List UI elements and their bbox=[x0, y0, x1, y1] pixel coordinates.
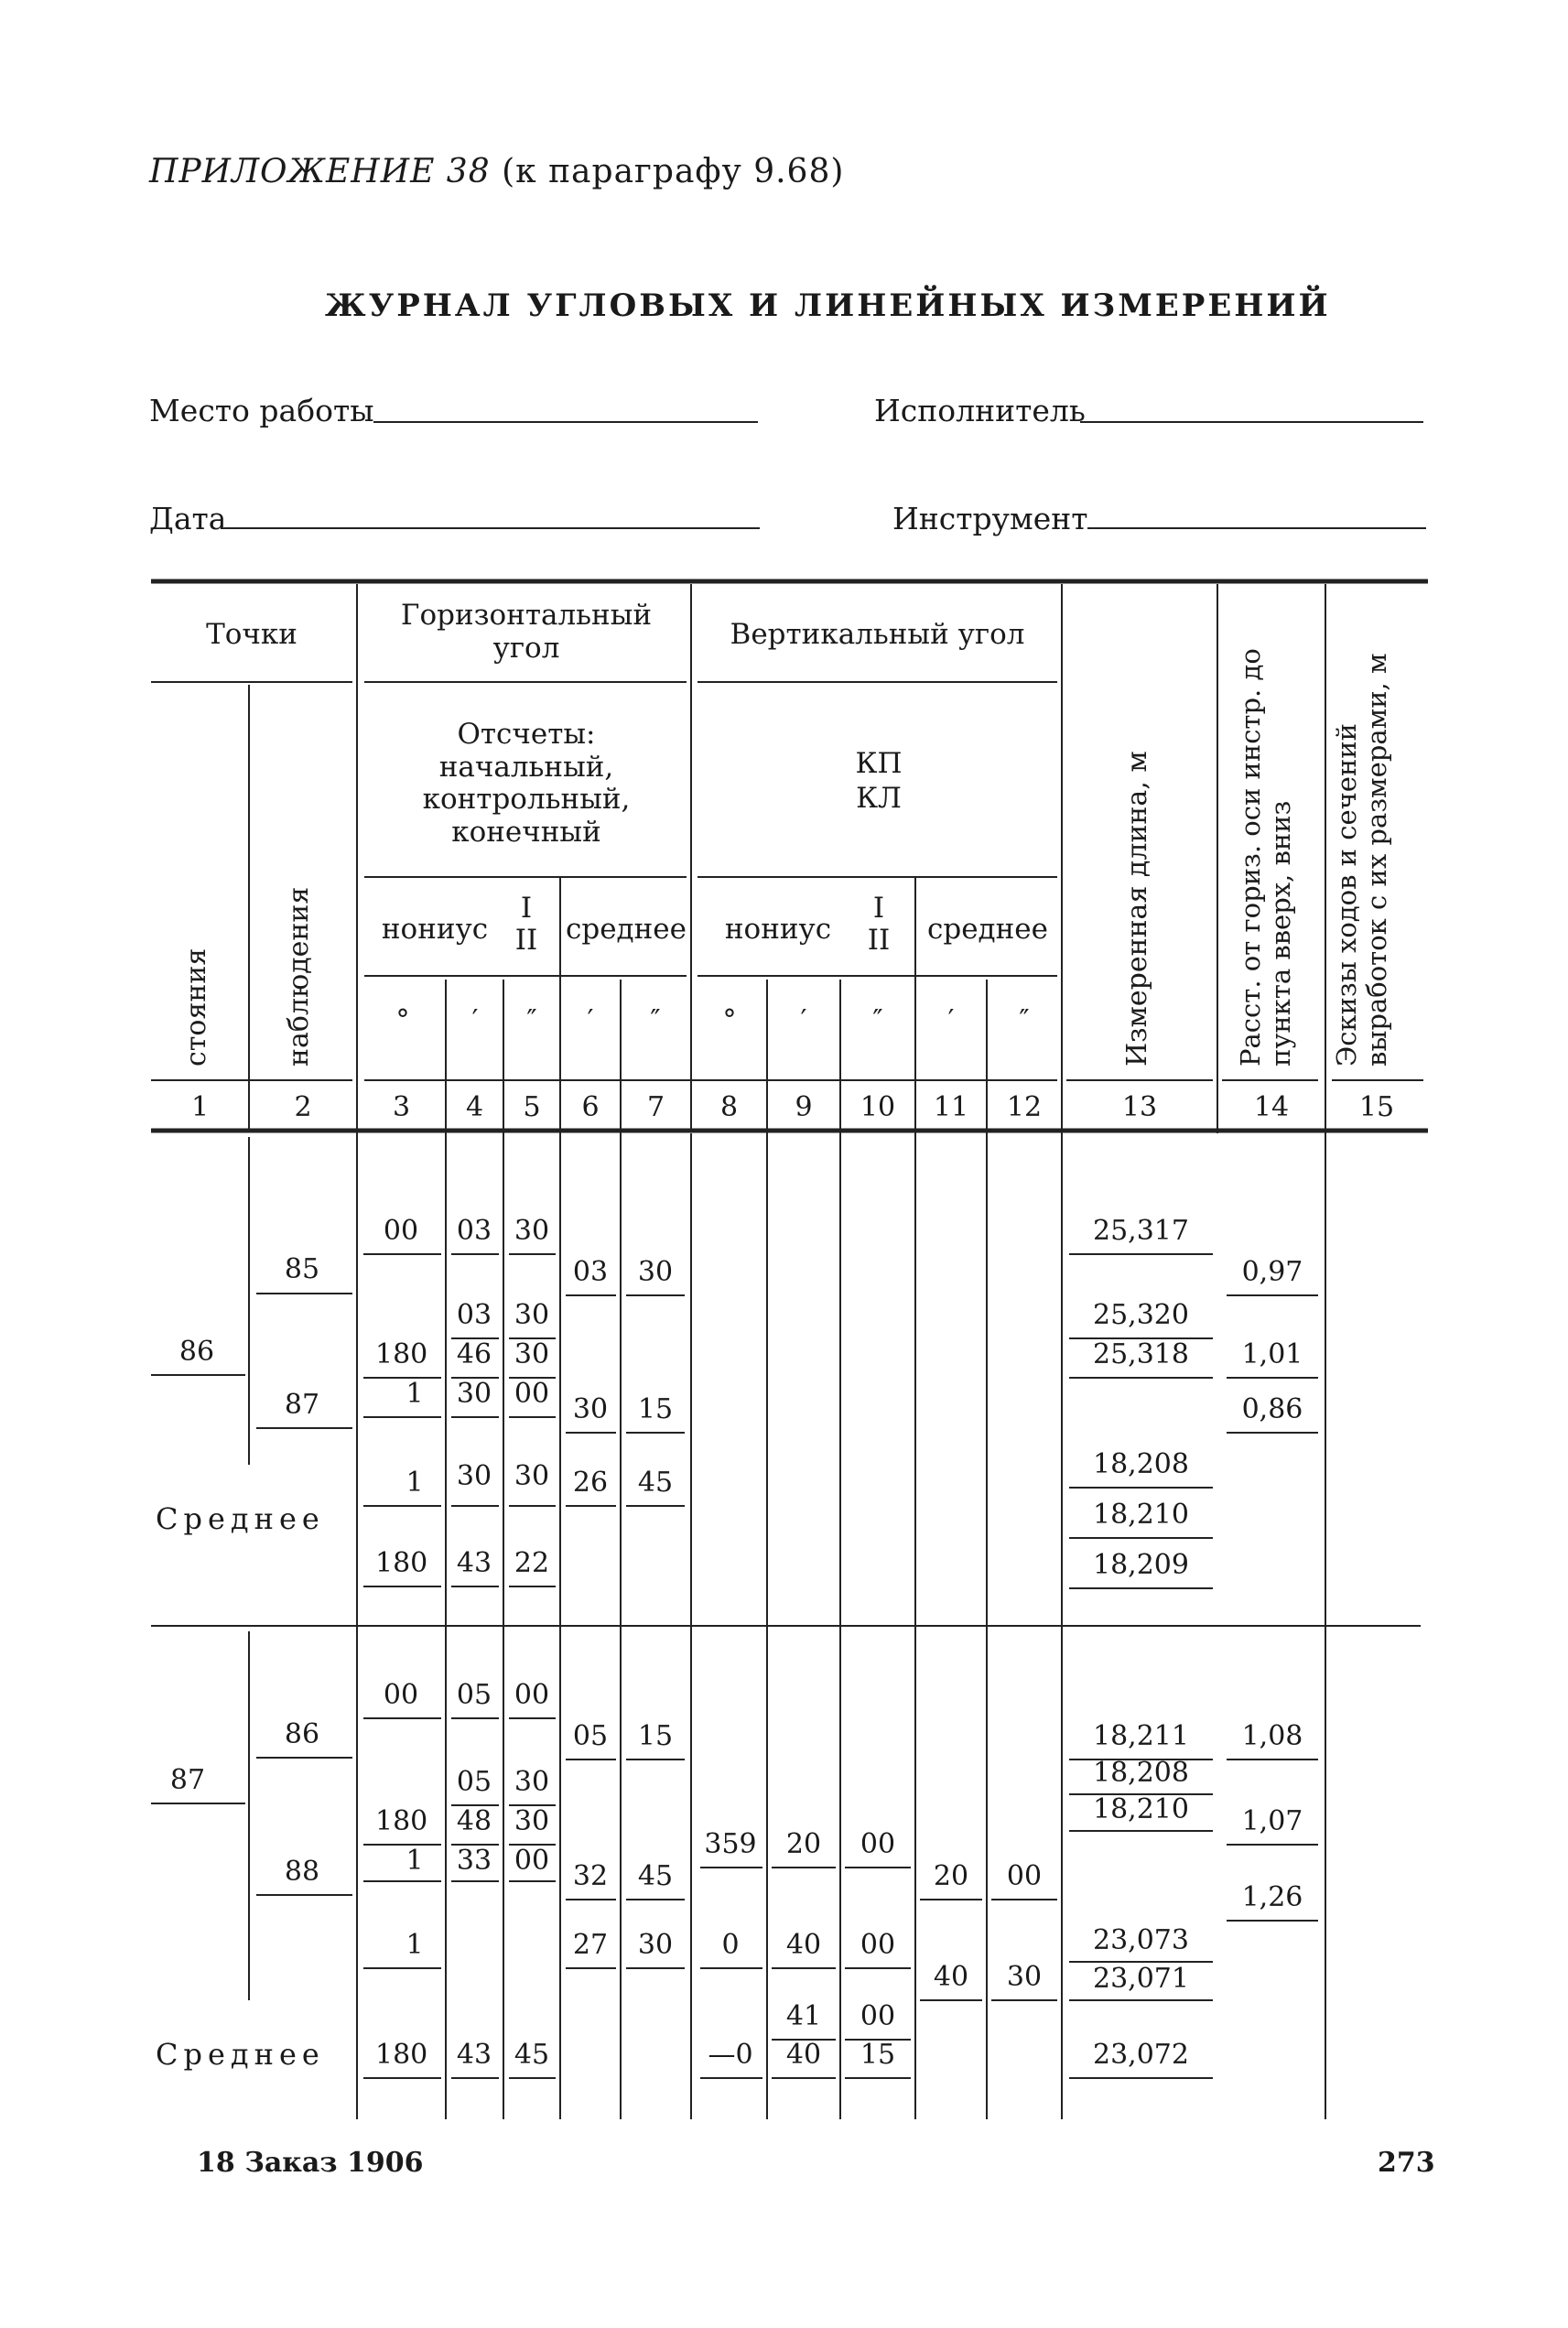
b2-c9: 20 bbox=[785, 1828, 822, 1860]
colnum-12: 12 bbox=[1006, 1091, 1043, 1123]
colnum-14: 14 bbox=[1253, 1091, 1290, 1123]
header-readings: Отсчеты: начальный, контрольный, конечный bbox=[422, 718, 631, 849]
header-roman-i-h: I bbox=[520, 892, 533, 925]
unit-min-mean: ′ bbox=[587, 1004, 594, 1036]
colnum-3: 3 bbox=[392, 1091, 411, 1123]
b1-c5: 30 bbox=[514, 1338, 550, 1370]
b2-c10: 00 bbox=[860, 2000, 896, 2032]
b2-c5: 30 bbox=[514, 1805, 550, 1837]
header-station: стояния bbox=[180, 947, 212, 1067]
unit-deg-v: ° bbox=[722, 1004, 737, 1036]
b1-c13: 18,210 bbox=[1093, 1499, 1189, 1531]
b2-c4: 33 bbox=[456, 1845, 492, 1877]
b1-c5: 22 bbox=[514, 1547, 550, 1579]
header-nonius-h: нониус bbox=[381, 913, 489, 946]
block2-obs-b: 88 bbox=[284, 1856, 320, 1888]
header-roman-ii-h: II bbox=[514, 924, 538, 957]
b1-c13: 25,317 bbox=[1093, 1215, 1189, 1247]
b2-c13: 18,208 bbox=[1093, 1757, 1189, 1789]
header-vertical-angle: Вертикальный угол bbox=[730, 618, 1025, 651]
b1-c6: 03 bbox=[572, 1256, 609, 1288]
block1-station: 86 bbox=[178, 1336, 215, 1368]
b1-c3: 180 bbox=[375, 1338, 428, 1370]
b2-c4: 48 bbox=[456, 1805, 492, 1837]
header-points: Точки bbox=[206, 618, 297, 651]
b2-c14: 1,08 bbox=[1241, 1720, 1303, 1752]
b1-c7: 45 bbox=[637, 1467, 674, 1499]
unit-min: ′ bbox=[471, 1004, 479, 1036]
executor-label: Исполнитель bbox=[874, 393, 1086, 428]
b2-c6: 27 bbox=[572, 1929, 609, 1961]
header-mean-v: среднее bbox=[927, 913, 1048, 946]
b2-c3: 1 bbox=[406, 1845, 424, 1877]
b1-c13: 18,208 bbox=[1093, 1448, 1189, 1480]
b1-c6: 26 bbox=[572, 1467, 609, 1499]
place-label: Место работы bbox=[149, 393, 374, 428]
colnum-10: 10 bbox=[860, 1091, 896, 1123]
colnum-11: 11 bbox=[933, 1091, 969, 1123]
appendix-ref: (к параграфу 9.68) bbox=[502, 153, 845, 190]
block1-obs-a: 85 bbox=[284, 1253, 320, 1285]
b1-c5: 30 bbox=[514, 1215, 550, 1247]
b2-c5: 00 bbox=[514, 1679, 550, 1711]
b2-c12: 30 bbox=[1006, 1961, 1043, 1993]
unit-sec: ″ bbox=[526, 1004, 537, 1036]
b1-c5: 00 bbox=[514, 1378, 550, 1410]
b2-c8: 0 bbox=[721, 1929, 740, 1961]
b1-c3: 180 bbox=[375, 1547, 428, 1579]
b2-c9: 40 bbox=[785, 1929, 822, 1961]
page-title: ЖУРНАЛ УГЛОВЫХ И ЛИНЕЙНЫХ ИЗМЕРЕНИЙ bbox=[325, 287, 1331, 324]
instrument-label: Инструмент bbox=[892, 501, 1088, 536]
header-mean-h: среднее bbox=[566, 913, 687, 946]
b1-c4: 03 bbox=[456, 1299, 492, 1331]
b2-c13: 23,073 bbox=[1093, 1924, 1189, 1956]
b1-c6: 30 bbox=[572, 1393, 609, 1425]
b1-c7: 15 bbox=[637, 1393, 674, 1425]
b2-c14: 1,07 bbox=[1241, 1805, 1303, 1837]
appendix-label: ПРИЛОЖЕНИЕ 38 bbox=[149, 153, 491, 190]
b2-c9: 41 bbox=[785, 2000, 822, 2032]
b2-c11: 40 bbox=[933, 1961, 969, 1993]
header-nonius-v: нониус bbox=[724, 913, 832, 946]
b2-c9: 40 bbox=[785, 2039, 822, 2071]
colnum-4: 4 bbox=[465, 1091, 484, 1123]
header-kp: КП bbox=[855, 747, 903, 780]
header-sketches: Эскизы ходов и сечений выработок с их размерами, м bbox=[1331, 653, 1393, 1067]
header-kl: КЛ bbox=[856, 782, 902, 815]
b2-c7: 30 bbox=[637, 1929, 674, 1961]
b1-c14: 1,01 bbox=[1241, 1338, 1303, 1370]
header-roman-ii-v: II bbox=[867, 924, 891, 957]
b2-c10: 00 bbox=[860, 1828, 896, 1860]
b2-c7: 15 bbox=[637, 1720, 674, 1752]
b2-c13: 23,071 bbox=[1093, 1963, 1189, 1995]
header-measured-length: Измеренная длина, м bbox=[1121, 751, 1153, 1067]
b1-c13: 18,209 bbox=[1093, 1549, 1189, 1581]
b1-c5: 30 bbox=[514, 1460, 550, 1492]
header-roman-i-v: I bbox=[872, 892, 885, 925]
b1-c3: 1 bbox=[406, 1467, 424, 1499]
b1-c4: 30 bbox=[456, 1460, 492, 1492]
b2-c12: 00 bbox=[1006, 1860, 1043, 1892]
colnum-15: 15 bbox=[1358, 1091, 1395, 1123]
b1-c5: 30 bbox=[514, 1299, 550, 1331]
b1-c4: 46 bbox=[456, 1338, 492, 1370]
b1-c14: 0,97 bbox=[1241, 1256, 1303, 1288]
unit-deg: ° bbox=[395, 1004, 410, 1036]
b2-c3: 1 bbox=[406, 1929, 424, 1961]
colnum-5: 5 bbox=[523, 1091, 541, 1123]
page-number: 273 bbox=[1378, 2147, 1435, 2179]
b2-c3: 180 bbox=[375, 1805, 428, 1837]
b2-c4: 43 bbox=[456, 2039, 492, 2071]
colnum-9: 9 bbox=[795, 1091, 813, 1123]
b2-c4: 05 bbox=[456, 1766, 492, 1798]
b2-c5: 00 bbox=[514, 1845, 550, 1877]
b1-c7: 30 bbox=[637, 1256, 674, 1288]
b1-c3: 1 bbox=[406, 1378, 424, 1410]
colnum-2: 2 bbox=[294, 1091, 312, 1123]
block2-obs-a: 86 bbox=[284, 1718, 320, 1750]
colnum-7: 7 bbox=[646, 1091, 665, 1123]
b1-c14: 0,86 bbox=[1241, 1393, 1303, 1425]
unit-sec-v: ″ bbox=[872, 1004, 883, 1036]
unit-sec-mean: ″ bbox=[650, 1004, 661, 1036]
unit-sec-vmean: ″ bbox=[1019, 1004, 1030, 1036]
date-label: Дата bbox=[149, 501, 227, 536]
b2-c3: 180 bbox=[375, 2039, 428, 2071]
block1-mean-label: Среднее bbox=[156, 1501, 325, 1536]
b2-c5: 45 bbox=[514, 2039, 550, 2071]
b1-c4: 43 bbox=[456, 1547, 492, 1579]
colnum-8: 8 bbox=[719, 1091, 739, 1123]
header-observation: наблюдения bbox=[283, 886, 315, 1067]
b1-c4: 30 bbox=[456, 1378, 492, 1410]
b1-c4: 03 bbox=[456, 1215, 492, 1247]
block2-mean-label: Среднее bbox=[156, 2037, 325, 2072]
colnum-6: 6 bbox=[581, 1091, 600, 1123]
header-horizontal-angle: Горизонтальный угол bbox=[400, 599, 653, 665]
b2-c13: 18,211 bbox=[1093, 1720, 1189, 1752]
b2-c5: 30 bbox=[514, 1766, 550, 1798]
unit-min-v: ′ bbox=[800, 1004, 807, 1036]
b2-c4: 05 bbox=[456, 1679, 492, 1711]
b2-c8: 359 bbox=[704, 1828, 757, 1860]
b2-c3: 00 bbox=[383, 1679, 419, 1711]
unit-min-vmean: ′ bbox=[947, 1004, 955, 1036]
b1-c13: 25,320 bbox=[1093, 1299, 1189, 1331]
b2-c14: 1,26 bbox=[1241, 1881, 1303, 1913]
b2-c7: 45 bbox=[637, 1860, 674, 1892]
b2-c13: 23,072 bbox=[1093, 2039, 1189, 2071]
colnum-1: 1 bbox=[190, 1091, 210, 1123]
b1-c3: 00 bbox=[383, 1215, 419, 1247]
block2-station: 87 bbox=[169, 1764, 206, 1796]
colnum-13: 13 bbox=[1121, 1091, 1158, 1123]
b2-c13: 18,210 bbox=[1093, 1793, 1189, 1825]
b2-c6: 32 bbox=[572, 1860, 609, 1892]
block1-obs-b: 87 bbox=[284, 1389, 320, 1421]
footer-order: 18 Заказ 1906 bbox=[197, 2147, 424, 2179]
b2-c8: —0 bbox=[708, 2039, 753, 2071]
b1-c13: 25,318 bbox=[1093, 1338, 1189, 1370]
b2-c6: 05 bbox=[572, 1720, 609, 1752]
header-distance: Расст. от гориз. оси инстр. до пункта вверх, вниз bbox=[1235, 648, 1297, 1067]
b2-c10: 15 bbox=[860, 2039, 896, 2071]
b2-c10: 00 bbox=[860, 1929, 896, 1961]
b2-c11: 20 bbox=[933, 1860, 969, 1892]
